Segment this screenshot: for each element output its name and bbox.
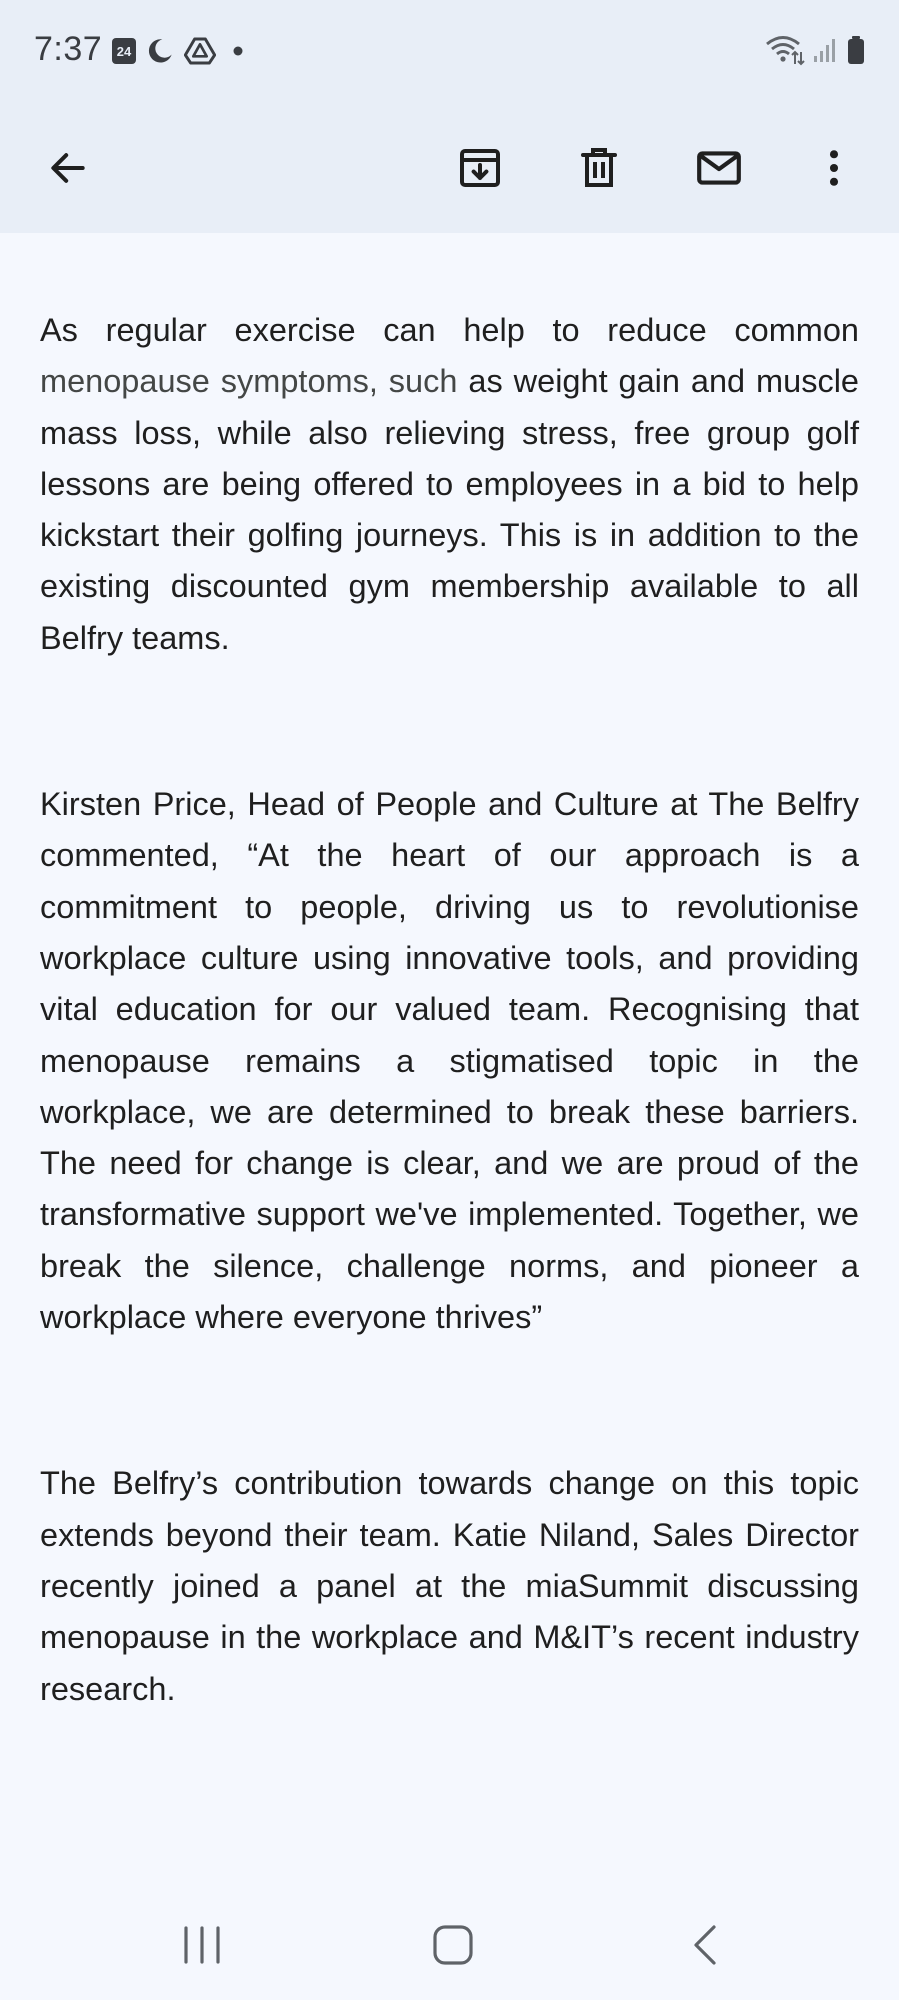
recents-icon <box>180 1925 224 1965</box>
mark-unread-button[interactable] <box>674 123 764 213</box>
paragraph-exercise-text-start: As regular exercise can help to reduce common <box>40 312 859 348</box>
status-icons-right <box>765 34 865 66</box>
archive-button[interactable] <box>435 123 525 213</box>
email-body <box>40 305 859 1830</box>
calendar-icon: 24 <box>112 38 136 64</box>
paragraph-exercise-text-end: as weight gain and muscle mass loss, while also relieving stress, free group golf lessons are being offered to employees in a bid to help kickstart their golfing journeys. This is in addition to the existing discounted gym membership available to all Belfry teams. <box>40 363 859 656</box>
paragraph-exercise <box>40 305 859 664</box>
dot-icon <box>226 39 250 63</box>
back-button[interactable] <box>23 123 113 213</box>
system-nav-bar <box>0 1890 899 2000</box>
paragraph-quote: Kirsten Price, Head of People and Culture at The Belfry commented, “At the heart of our approach is a commitment to people, driving us to revolutionise workplace culture using innovative tools, and providing vital education for our valued team. Recognising that menopause remains a stigmatised topic in the workplace, we are determined to break these barriers. The need for change is clear, and we are proud of the transformative support we've implemented. Together, we break the silence, challenge norms, and pioneer a workplace where everyone thrives” <box>40 786 859 1336</box>
status-bar <box>0 0 899 100</box>
moon-icon <box>146 37 174 65</box>
delete-button[interactable] <box>554 123 644 213</box>
status-icons-left <box>112 36 250 66</box>
battery-icon <box>847 35 865 65</box>
arrow-back-icon <box>46 146 90 190</box>
back-icon <box>688 1923 722 1967</box>
delete-icon <box>575 144 623 192</box>
more-vert-icon <box>812 146 856 190</box>
signal-icon <box>813 36 839 64</box>
recents-button[interactable] <box>152 1910 252 1980</box>
nav-back-button[interactable] <box>655 1910 755 1980</box>
mark-unread-icon <box>694 143 744 193</box>
archive-icon <box>456 144 504 192</box>
status-time: 7:37 <box>34 30 103 68</box>
more-options-button[interactable] <box>789 123 879 213</box>
email-toolbar <box>0 100 899 233</box>
wifi-icon <box>765 34 805 66</box>
paragraph-contribution: The Belfry’s contribution towards change on this topic extends beyond their team. Katie Niland, Sales Director recently joined a panel at the miaSummit discussing menopause in the workplace and M&IT’s recent industry research. <box>40 1465 859 1707</box>
home-icon <box>431 1923 475 1967</box>
drive-icon <box>184 36 216 66</box>
home-button[interactable] <box>403 1910 503 1980</box>
menopause-symptoms-link[interactable]: menopause symptoms, such <box>40 363 458 400</box>
